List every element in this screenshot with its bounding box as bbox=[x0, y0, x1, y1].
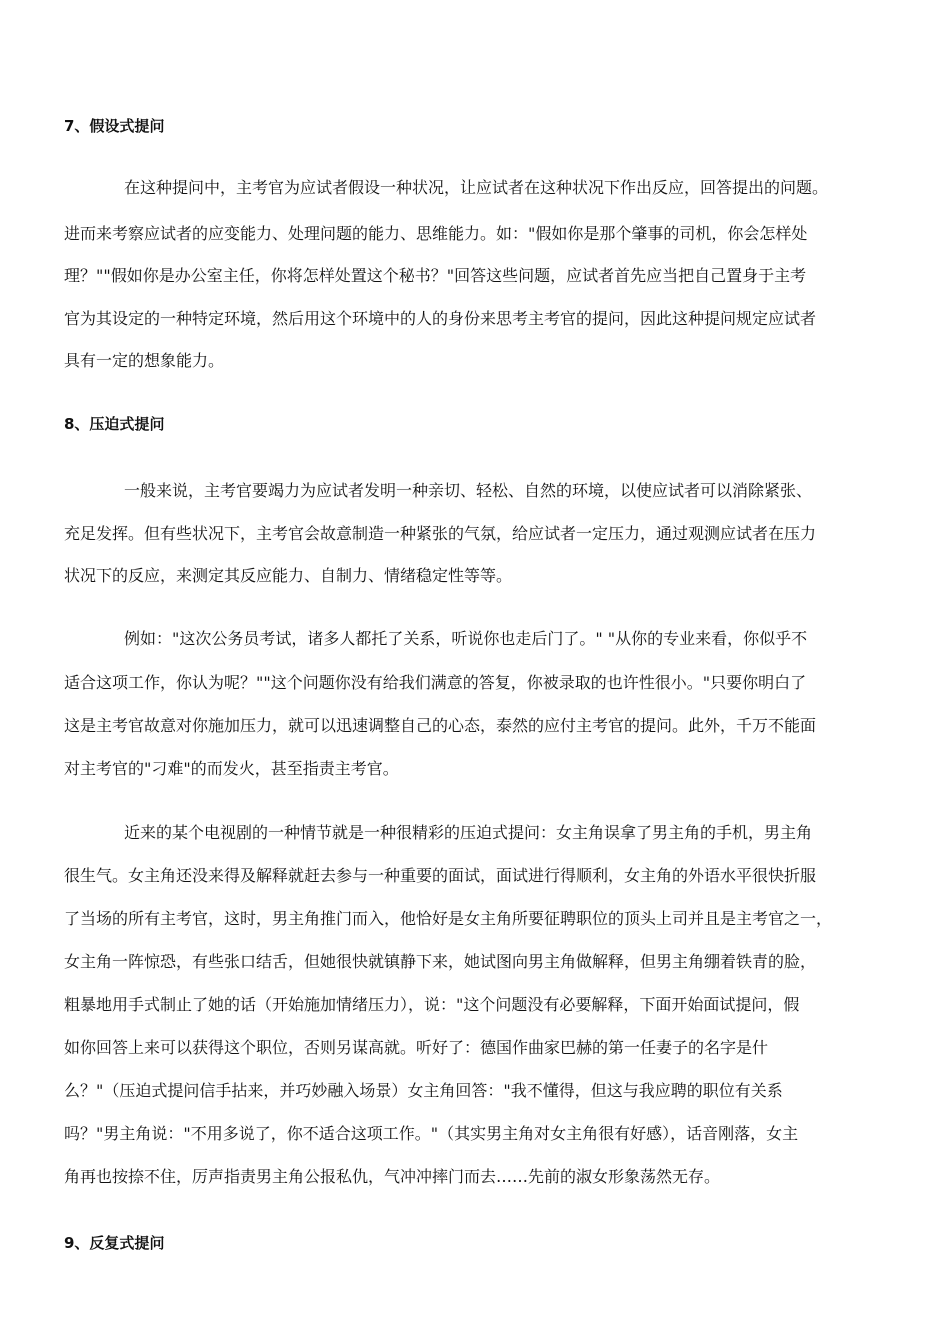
paragraph-line: 在这种提问中，主考官为应试者假设一种状况，让应试者在这种状况下作出反应，回答提出的问题。 bbox=[124, 178, 829, 197]
paragraph-line: 近来的某个电视剧的一种情节就是一种很精彩的压迫式提问：女主角误拿了男主角的手机，男主角 bbox=[124, 823, 813, 842]
paragraph-line: 充足发挥。但有些状况下，主考官会故意制造一种紧张的气氛，给应试者一定压力，通过观测应试者在压力 bbox=[64, 524, 817, 543]
paragraph-line: 进而来考察应试者的应变能力、处理问题的能力、思维能力。如："假如你是那个肇事的司机，你会怎样处 bbox=[64, 224, 808, 243]
paragraph-line: 角再也按捺不住，厉声指责男主角公报私仇，气冲冲摔门而去……先前的淑女形象荡然无存。 bbox=[64, 1167, 721, 1186]
paragraph-line: 么？"（压迫式提问信手拈来，并巧妙融入场景）女主角回答："我不懂得，但这与我应聘的职位有关系 bbox=[64, 1081, 783, 1100]
paragraph-line: 理？""假如你是办公室主任，你将怎样处置这个秘书？"回答这些问题，应试者首先应当把自己置身于主考 bbox=[64, 266, 807, 285]
paragraph-line: 适合这项工作，你认为呢？""这个问题你没有给我们满意的答复，你被录取的也许性很小。"只要你明白了 bbox=[64, 673, 807, 692]
section-heading-7: 7、假设式提问 bbox=[64, 117, 165, 135]
paragraph-line: 很生气。女主角还没来得及解释就赶去参与一种重要的面试，面试进行得顺利，女主角的外语水平很快折服 bbox=[64, 866, 817, 885]
paragraph-line: 状况下的反应，来测定其反应能力、自制力、情绪稳定性等等。 bbox=[64, 566, 513, 585]
section-heading-8: 8、压迫式提问 bbox=[64, 415, 165, 433]
paragraph-line: 对主考官的"刁难"的而发火，甚至指责主考官。 bbox=[64, 759, 399, 778]
paragraph-line: 女主角一阵惊恐，有些张口结舌，但她很快就镇静下来，她试图向男主角做解释，但男主角绷着铁青的脸， bbox=[64, 952, 817, 971]
paragraph-line: 具有一定的想象能力。 bbox=[64, 351, 225, 370]
paragraph-line: 粗暴地用手式制止了她的话（开始施加情绪压力），说："这个问题没有必要解释，下面开始面试提问，假 bbox=[64, 995, 800, 1014]
paragraph-line: 一般来说，主考官要竭力为应试者发明一种亲切、轻松、自然的环境，以使应试者可以消除紧张、 bbox=[124, 481, 813, 500]
section-heading-9: 9、反复式提问 bbox=[64, 1234, 165, 1252]
paragraph-line: 官为其设定的一种特定环境，然后用这个环境中的人的身份来思考主考官的提问，因此这种提问规定应试者 bbox=[64, 309, 817, 328]
paragraph-line: 这是主考官故意对你施加压力，就可以迅速调整自己的心态，泰然的应付主考官的提问。此外，千万不能面 bbox=[64, 716, 817, 735]
paragraph-line: 吗？"男主角说："不用多说了，你不适合这项工作。"（其实男主角对女主角很有好感），话音刚落，女主 bbox=[64, 1124, 799, 1143]
paragraph-line: 例如："这次公务员考试，诸多人都托了关系，听说你也走后门了。" "从你的专业来看，你似乎不 bbox=[124, 629, 808, 648]
paragraph-line: 了当场的所有主考官，这时，男主角推门而入，他恰好是女主角所要征聘职位的顶头上司并且是主考官之一， bbox=[64, 909, 833, 928]
paragraph-line: 如你回答上来可以获得这个职位，否则另谋高就。听好了：德国作曲家巴赫的第一任妻子的名字是什 bbox=[64, 1038, 769, 1057]
